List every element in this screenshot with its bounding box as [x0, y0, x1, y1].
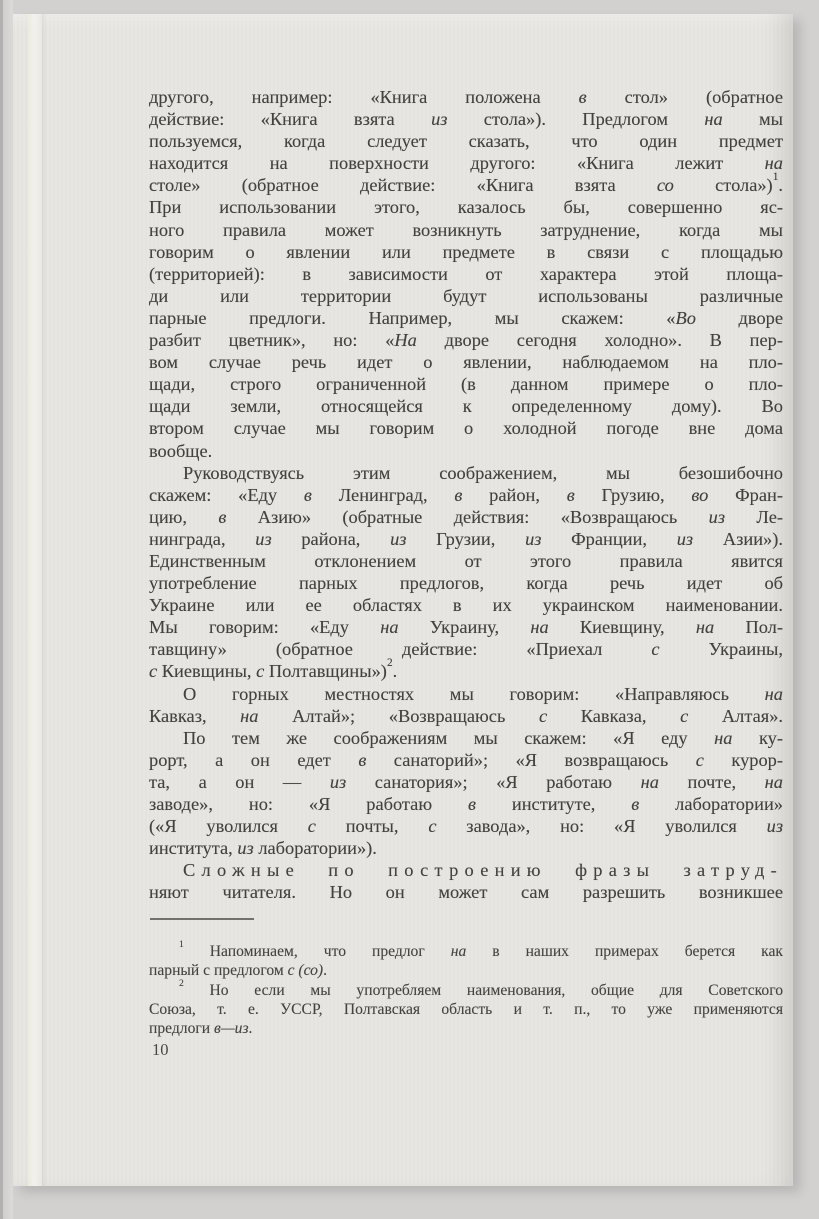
text-line: рорт, а он едет в санаторий»; «Я возвращаюсь с курор- — [149, 749, 783, 770]
text-line: втором случае мы говорим о холодной погоде вне дома — [149, 418, 783, 439]
text-line: Сложные по построению фразы затруд- — [183, 860, 783, 881]
page-curve-shadow — [42, 14, 47, 1186]
book-page — [13, 14, 793, 1186]
text-line: нинграда, из района, из Грузии, из Франции, из Азии»). — [149, 528, 783, 549]
text-line: института, из лаборатории»). — [149, 838, 377, 859]
text-line: щади земли, относящейся к определенному дому). Во — [149, 396, 783, 417]
text-line: употребление парных предлогов, когда речь идет об — [149, 573, 783, 594]
text-line: парные предлоги. Например, мы скажем: «Во дворе — [149, 307, 783, 328]
text-line: щади, строго ограниченной (в данном примере о пло- — [149, 374, 783, 395]
text-line: цию, в Азию» (обратные действия: «Возвращаюсь из Ле- — [149, 506, 784, 527]
text-line: $^1$ Напоминаем, что предлог на в наших примерах берется как — [179, 939, 783, 960]
page-edge-highlight — [28, 14, 42, 1186]
text-line: скажем: «Еду в Ленинград, в район, в Грузию, во Фран- — [149, 484, 784, 505]
text-line: Руководствуясь этим соображением, мы безошибочно — [183, 462, 783, 483]
text-line: вом случае речь идет о явлении, наблюдаемом на пло- — [149, 352, 783, 373]
text-line: находится на поверхности другого: «Книга лежит на — [149, 153, 783, 174]
text-line: с Киевщины, с Полтавщины»)$^2$. — [149, 657, 398, 682]
text-line: По тем же соображениям мы скажем: «Я еду на ку- — [183, 727, 783, 748]
text-line: ди или территории будут использованы различные — [149, 285, 783, 306]
text-line: столе» (обратное действие: «Книга взята со стола»)$^1$. — [149, 171, 783, 196]
text-line: Украине или ее областях в их украинском наименовании. — [149, 595, 783, 616]
text-line: тавщину» (обратное действие: «Приехал с Украины, — [149, 639, 783, 660]
text-line: При использовании этого, казалось бы, совершенно яс- — [149, 197, 783, 218]
page-number: 10 — [152, 1040, 169, 1059]
scan-left-gutter — [3, 0, 13, 1219]
text-line: Кавказ, на Алтай»; «Возвращаюсь с Кавказа, с Алтая». — [149, 705, 783, 726]
text-line: разбит цветник», но: «На дворе сегодня холодно». В пер- — [149, 330, 783, 351]
text-line: действие: «Книга взята из стола»). Предлогом на мы — [149, 109, 784, 130]
text-line: («Я уволился с почты, с завода», но: «Я уволился из — [149, 816, 784, 837]
main-text — [149, 86, 783, 903]
text-line: парный с предлогом с (со). — [149, 962, 328, 980]
text-line: пользуемся, когда следует сказать, что один предмет — [149, 131, 783, 152]
text-line: Мы говорим: «Еду на Украину, на Киевщину, на Пол- — [149, 617, 783, 638]
text-line: предлоги в—из. — [149, 1020, 253, 1038]
text-line: Союза, т. е. УССР, Полтавская область и т. п., то уже применяются — [149, 1000, 783, 1018]
text-line: ного правила может возникнуть затруднение, когда мы — [149, 219, 783, 240]
text-line: $^2$ Но если мы употребляем наименования, общие для Советского — [179, 977, 783, 999]
text-line: (территорией): в зависимости от характера этой площа- — [149, 263, 783, 284]
footnotes — [149, 939, 783, 1038]
footnote-separator — [150, 918, 254, 920]
text-line: няют читателя. Но он может сам разрешить возникшее — [149, 882, 783, 903]
text-line: заводе», но: «Я работаю в институте, в лаборатории» — [149, 794, 783, 814]
text-line: другого, например: «Книга положена в стол» (обратное — [149, 87, 783, 107]
text-line: Единственным отклонением от этого правила явится — [149, 550, 783, 571]
text-line: вообще. — [149, 440, 213, 461]
text-line: О горных местностях мы говорим: «Направляюсь на — [183, 683, 783, 704]
text-line: та, а он — из санатория»; «Я работаю на почте, на — [149, 771, 783, 792]
text-line: говорим о явлении или предмете в связи с площадью — [149, 241, 783, 262]
